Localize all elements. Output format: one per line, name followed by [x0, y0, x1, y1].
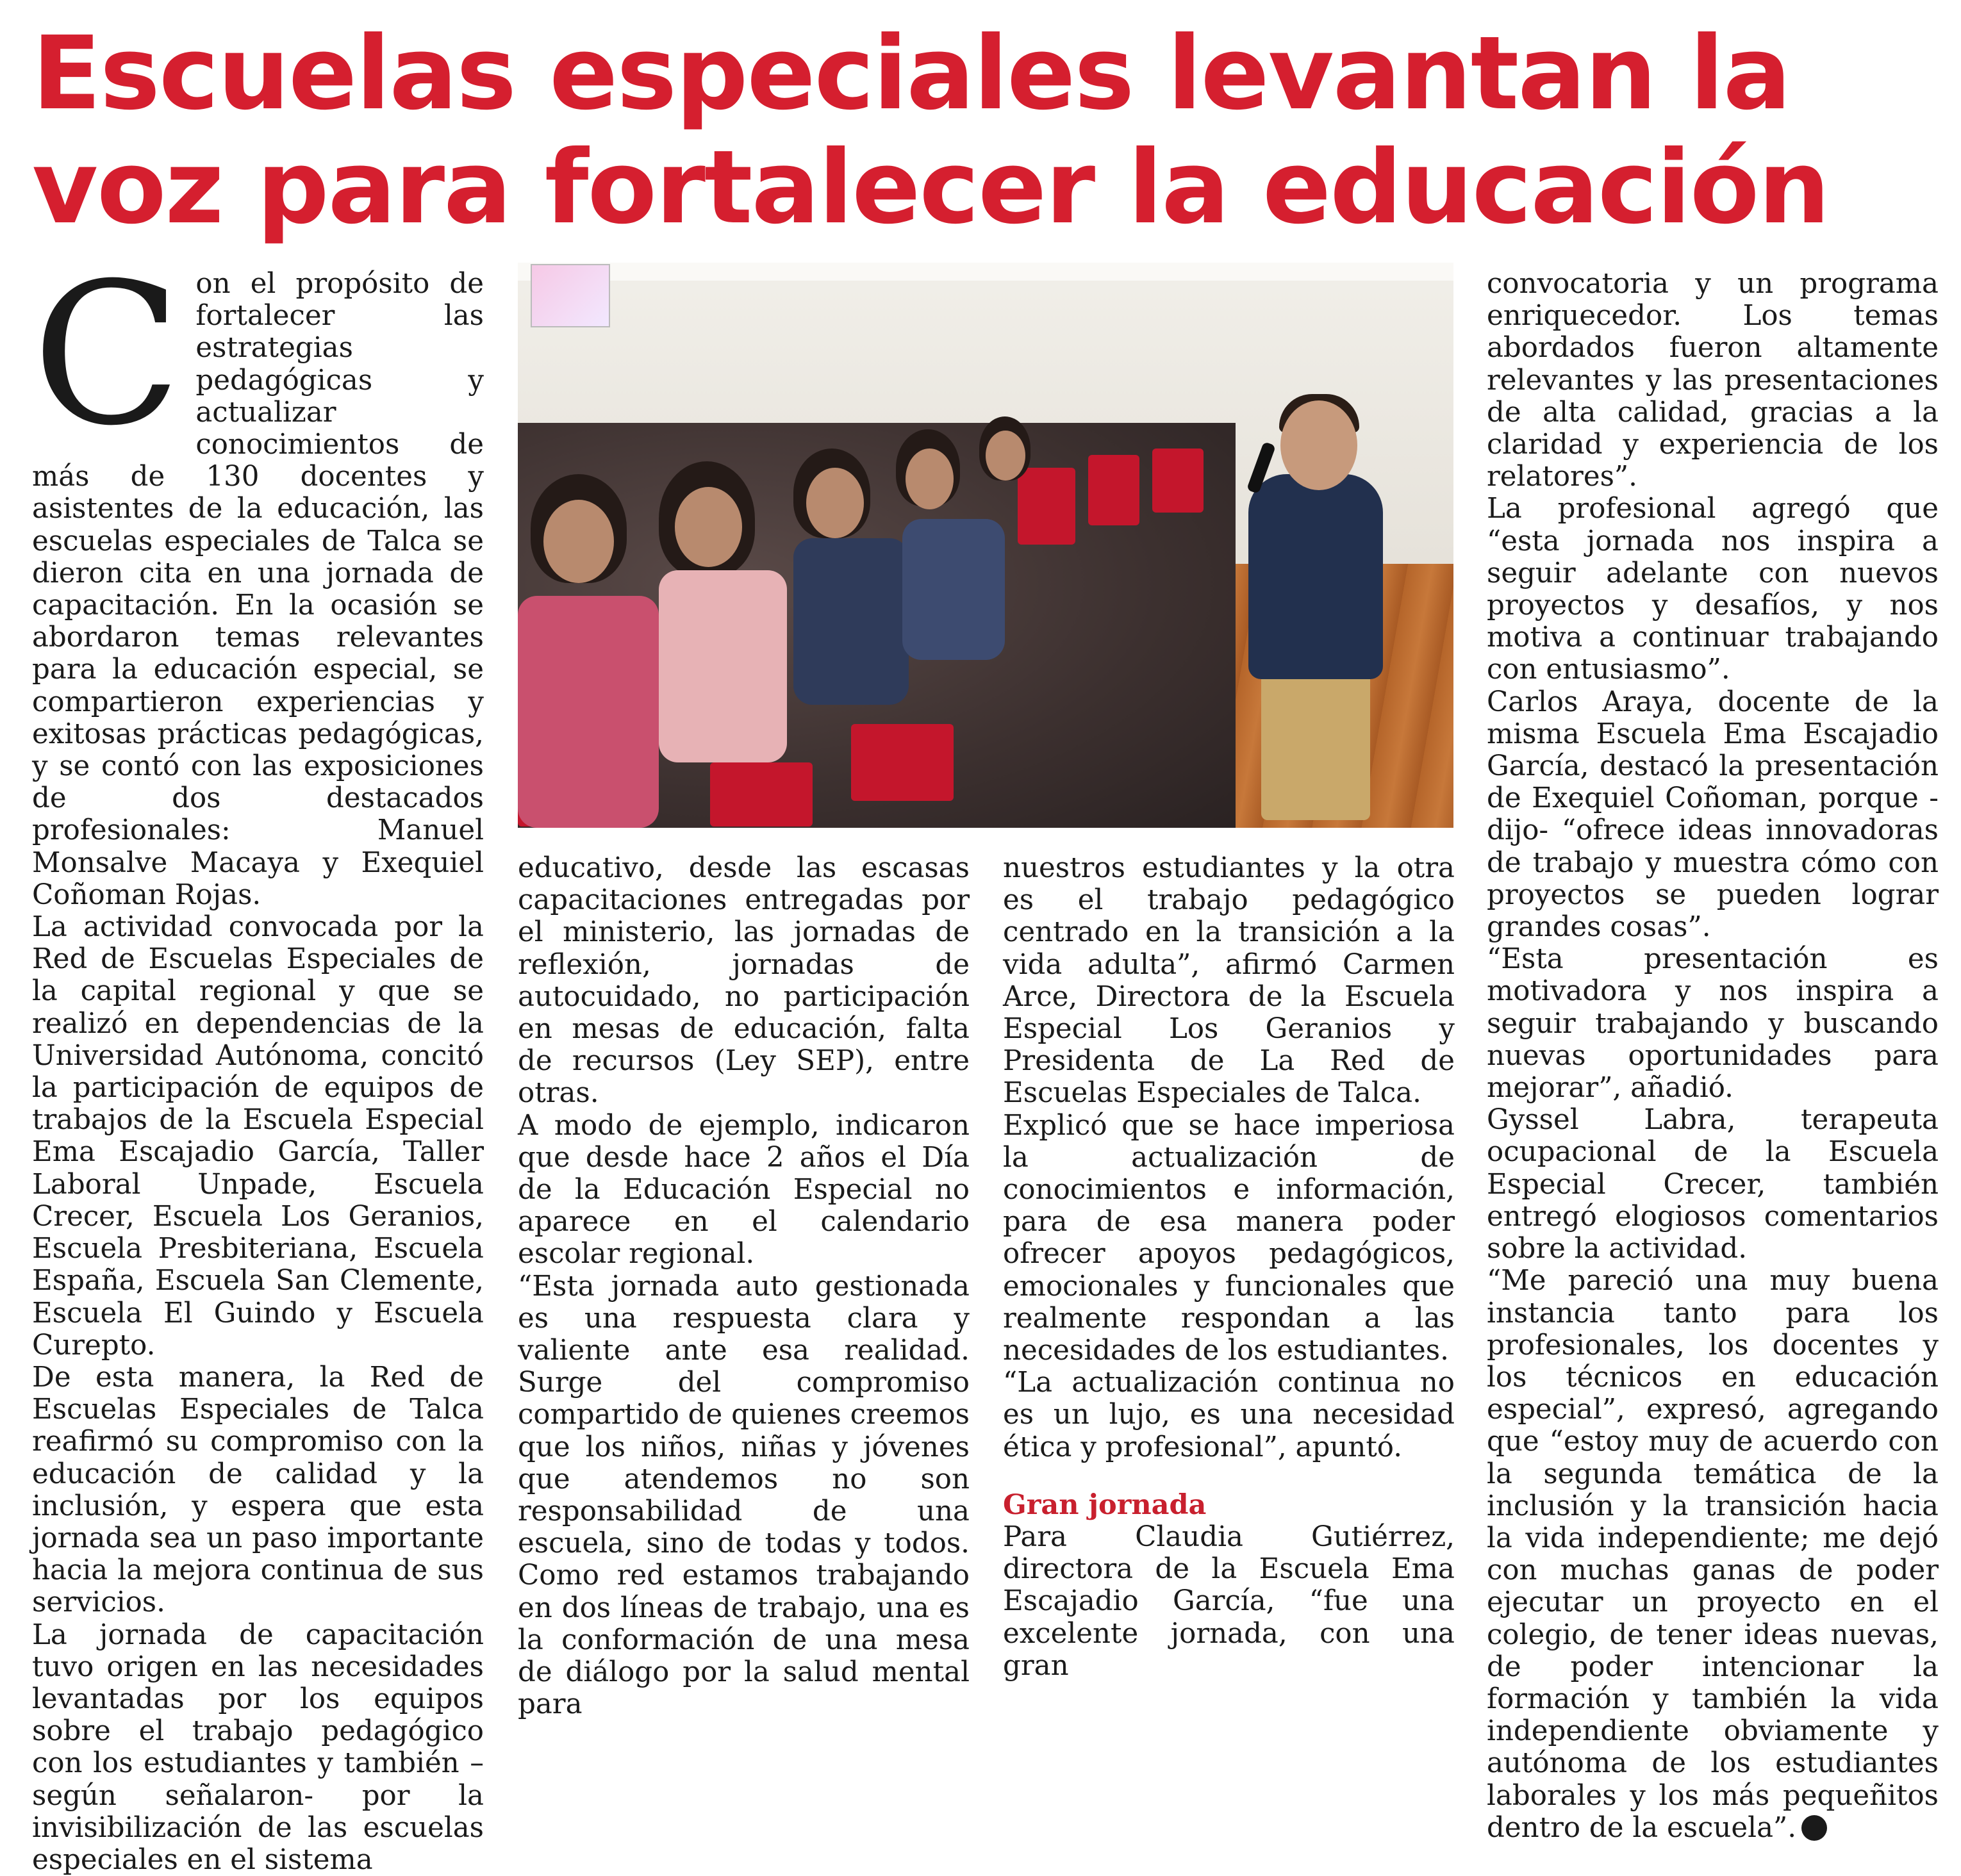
paragraph: “Esta presentación es motivadora y nos inspira a seguir trabajando y buscando nuevas oportunidades para mejorar”, añadió.: [1487, 943, 1939, 1105]
article-column-1: [32, 241, 484, 1876]
paragraph-final: [1487, 1265, 1939, 1844]
speaker: [1248, 474, 1383, 679]
paragraph: La jornada de capacitación tuvo origen en las necesidades levantadas por los equipos sobre el trabajo pedagógico con los estudiantes y también –según señalaron- por la invisibilización de las escuelas especiales en el sistema: [32, 1618, 484, 1876]
paragraph: Carlos Araya, docente de la misma Escuela Ema Escajadio García, destacó la presentación de Exequiel Coñoman, porque -dijo- “ofrece ideas innovadoras de trabajo y muestra cómo con proyectos se pueden lograr grandes cosas”.: [1487, 686, 1939, 944]
paragraph: La profesional agregó que “esta jornada nos inspira a seguir adelante con nuevos proyectos y desafíos, y nos motiva a continuar trabajando con entusiasmo”.: [1487, 493, 1939, 686]
article-column-2: [518, 852, 970, 1720]
paragraph: Explicó que se hace imperiosa la actualización de conocimientos e información, para de esa manera poder ofrecer apoyos pedagógicos, emocionales y funcionales que realmente respondan a las necesidades de los estudiantes.: [1003, 1109, 1455, 1367]
article-column-4: [1487, 268, 1939, 1844]
paragraph: nuestros estudiantes y la otra es el trabajo pedagógico centrado en la transición a la vida adulta”, afirmó Carmen Arce, Directora de la Escuela Especial Los Geranios y Presidenta de La Red de Escuelas Especiales de Talca.: [1003, 852, 1455, 1110]
paragraph: Gyssel Labra, terapeuta ocupacional de la Escuela Especial Crecer, también entregó elogiosos comentarios sobre la actividad.: [1487, 1104, 1939, 1265]
subhead: Gran jornada: [1003, 1488, 1207, 1521]
paragraph: De esta manera, la Red de Escuelas Especiales de Talca reafirmó su compromiso con la educación de calidad y la inclusión, y espera que esta jornada sea un paso importante hacia la mejora continua de sus servicios.: [32, 1361, 484, 1619]
projection-screen: [531, 264, 610, 327]
paragraph-text: “Me pareció una muy buena instancia tanto para los profesionales, los docentes y los técnicos en educación especial”, expresó, agregando que “estoy muy de acuerdo con la segunda temática de la inclusión y la transición hacia la vida independiente; me dejó con muchas ganas de poder ejecutar un proyecto en el colegio, de tener ideas nuevas, de poder intencionar la formación y también la vida independiente obviamente y autónoma de los estudiantes laborales y los más pequeñitos dentro de la escuela”.: [1487, 1265, 1939, 1844]
speaker-legs: [1261, 673, 1370, 820]
paragraph: “La actualización continua no es un lujo, es una necesidad ética y profesional”, apuntó.: [1003, 1367, 1455, 1463]
paragraph: on el propósito de fortalecer las estrategias pedagógicas y actualizar conocimientos de más de 130 docentes y asistentes de la educación, las escuelas especiales de Talca se dieron cita en una jornada de capacitación. En la ocasión se abordaron temas relevantes para la educación especial, se compartieron experiencias y exitosas prácticas pedagógicas, y se contó con las exposiciones de dos destacados profesionales: Manuel Monsalve Macaya y Exequiel Coñoman Rojas.: [32, 268, 484, 911]
drop-cap: C: [32, 241, 182, 468]
paragraph: convocatoria y un programa enriquecedor. Los temas abordados fueron altamente relevantes y las presentaciones de alta calidad, gracias a la claridad y experiencia de los relatores”.: [1487, 268, 1939, 493]
paragraph: La actividad convocada por la Red de Escuelas Especiales de la capital regional y que se realizó en dependencias de la Universidad Autónoma, concitó la participación de equipos de trabajos de la Escuela Especial Ema Escajadio García, Taller Laboral Unpade, Escuela Crecer, Escuela Los Geranios, Escuela Presbiteriana, Escuela España, Escuela San Clemente, Escuela El Guindo y Escuela Curepto.: [32, 911, 484, 1362]
paragraph: A modo de ejemplo, indicaron que desde hace 2 años el Día de la Educación Especial no aparece en el calendario escolar regional.: [518, 1109, 970, 1271]
event-photo: [518, 263, 1453, 828]
article-column-3: [1003, 852, 1455, 1682]
paragraph: educativo, desde las escasas capacitaciones entregadas por el ministerio, las jornadas de reflexión, jornadas de autocuidado, no participación en mesas de educación, falta de recursos (Ley SEP), entre otras.: [518, 852, 970, 1110]
paragraph: “Esta jornada auto gestionada es una respuesta clara y valiente ante esa realidad. Surge del compromiso compartido de quienes creemos que los niños, niñas y jóvenes que atendemos no son responsabilidad de una escuela, sino de todas y todos. Como red estamos trabajando en dos líneas de trabajo, una es la conformación de una mesa de diálogo por la salud mental para: [518, 1270, 970, 1721]
headline: Escuelas especiales levantan la voz para fortalecer la educación: [32, 15, 1829, 247]
paragraph: Para Claudia Gutiérrez, directora de la Escuela Ema Escajadio García, “fue una excelente jornada, con una gran: [1003, 1521, 1455, 1682]
end-mark-icon: [1801, 1815, 1827, 1841]
